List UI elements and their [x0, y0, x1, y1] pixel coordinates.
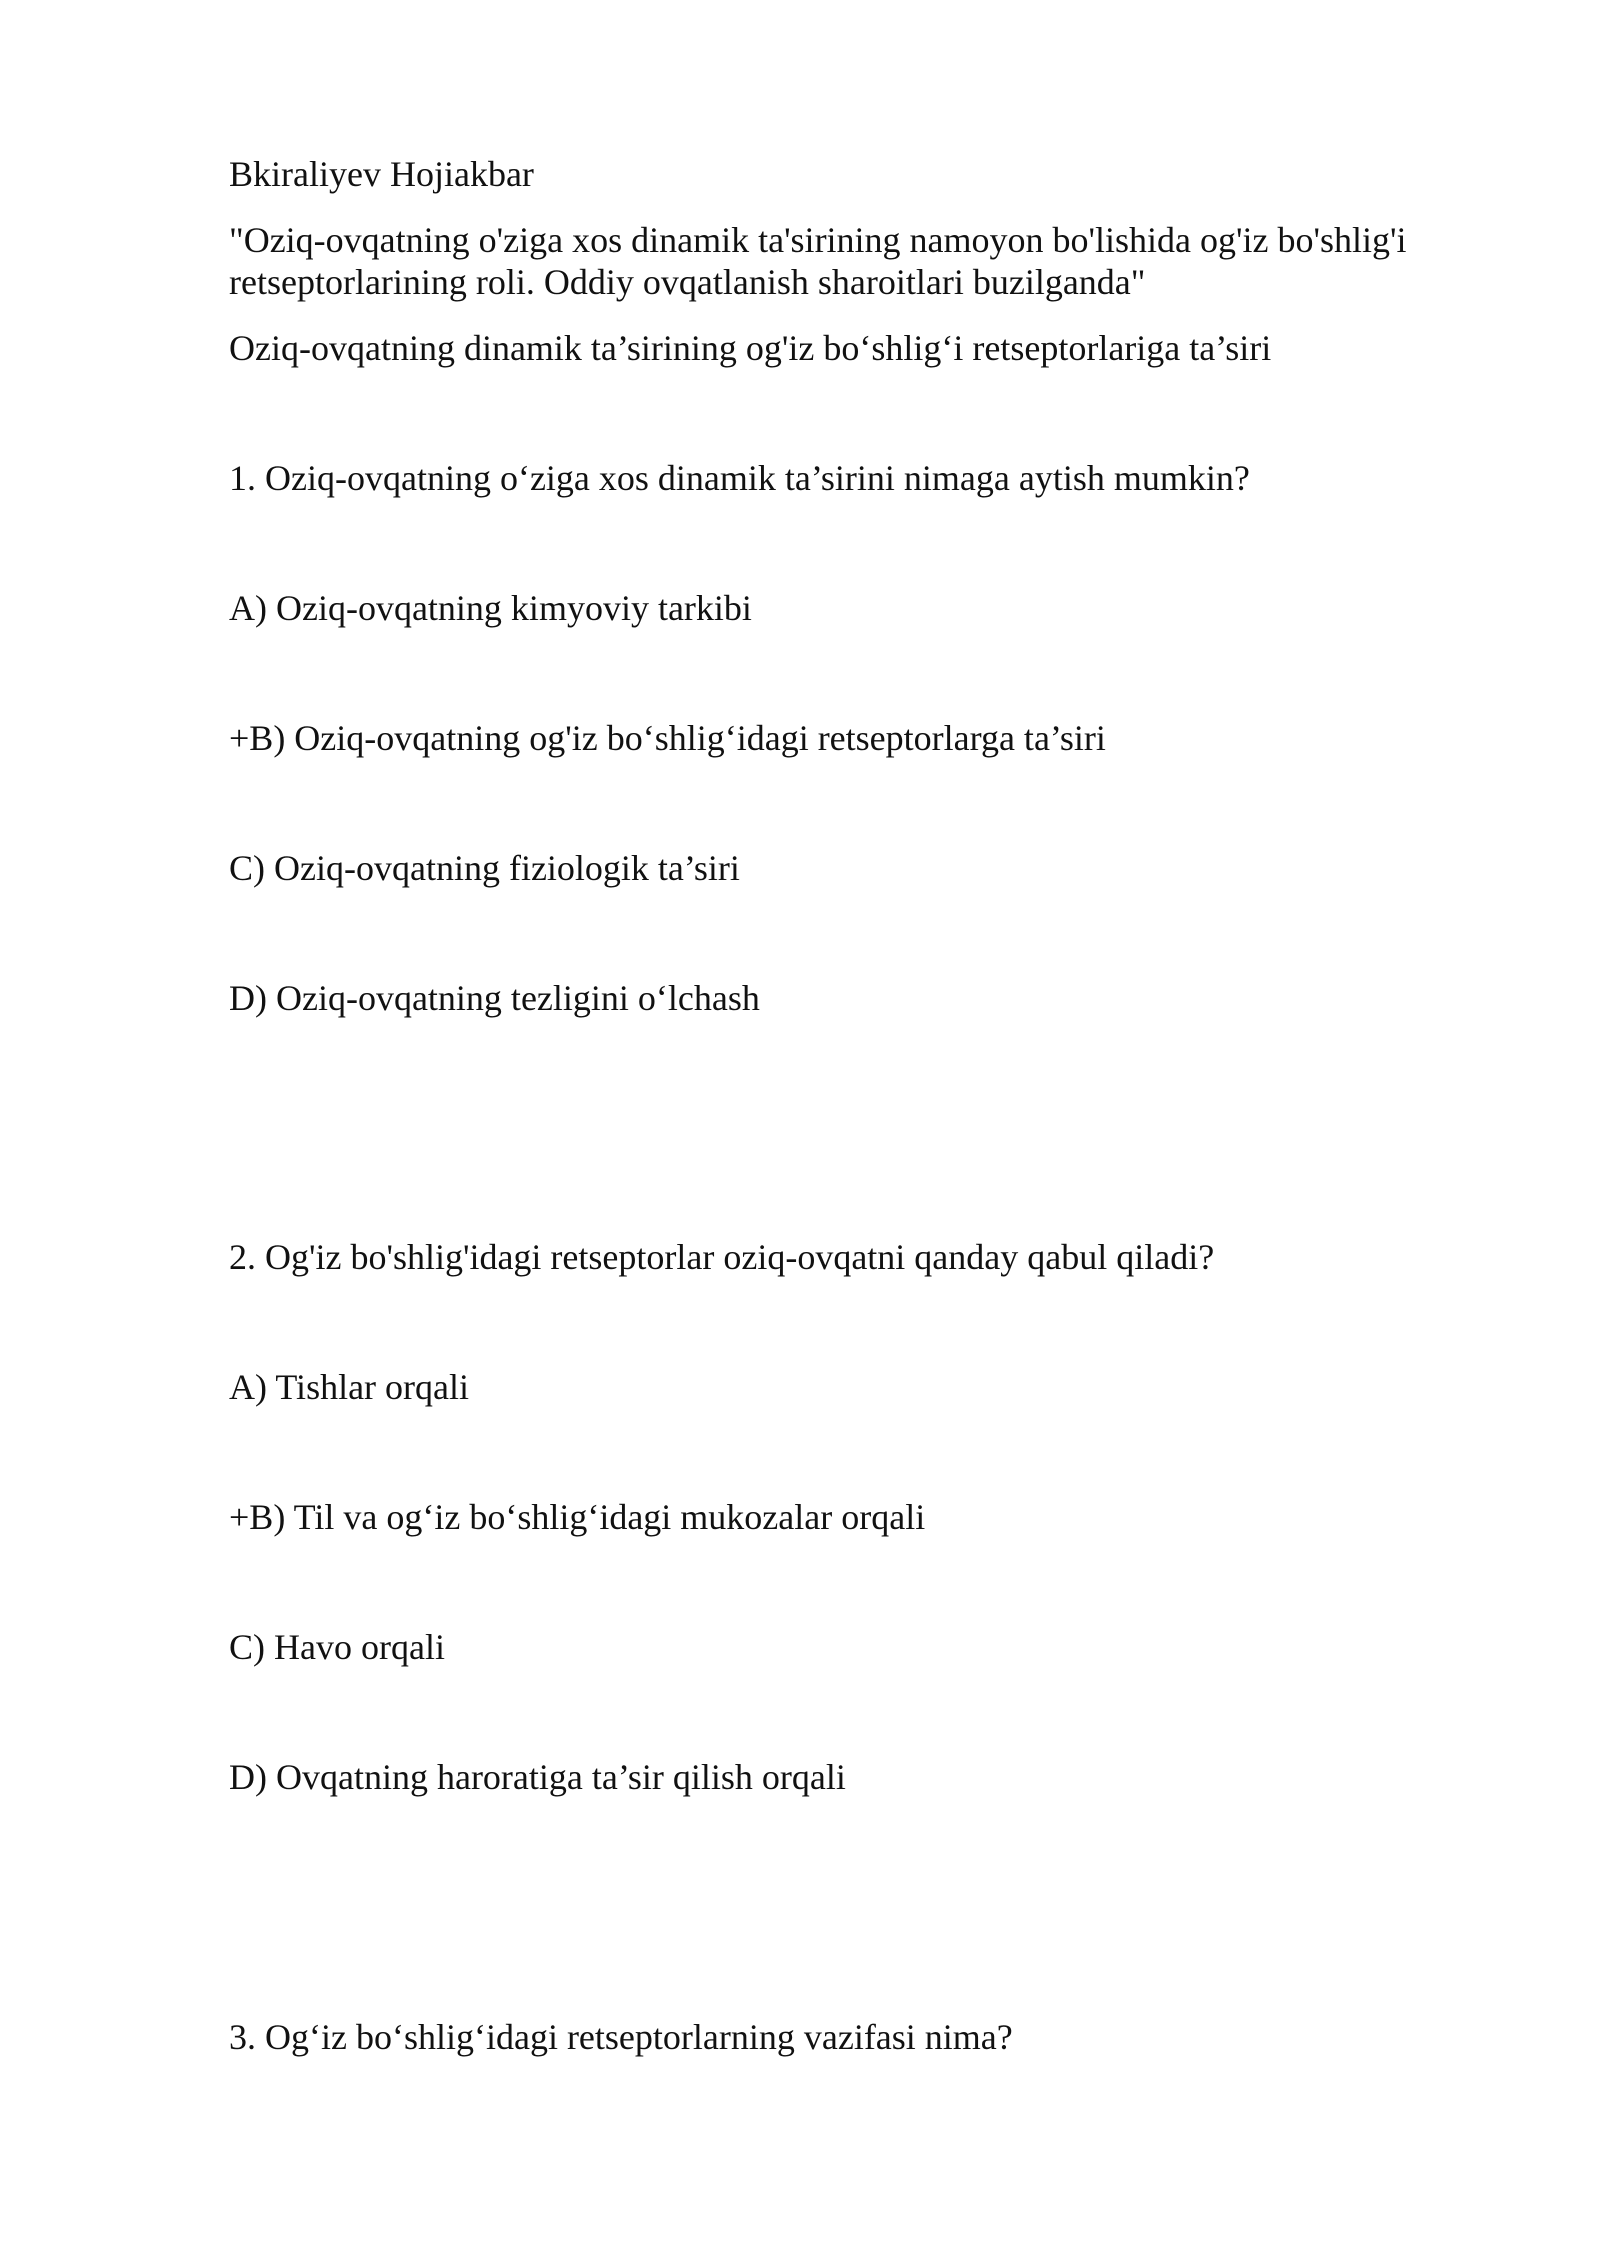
- question-1-option-d: D) Oziq-ovqatning tezligini o‘lchash: [229, 978, 760, 1018]
- document-title: "Oziq-ovqatning o'ziga xos dinamik ta'sirining namoyon bo'lishida og'iz bo'shlig'i retseptorlarining roli. Oddiy ovqatlanish sharoitlari buzilganda": [229, 220, 1407, 302]
- question-1-option-b: +B) Oziq-ovqatning og'iz bo‘shlig‘idagi retseptorlarga ta’siri: [229, 718, 1106, 758]
- question-1-text: 1. Oziq-ovqatning o‘ziga xos dinamik ta’sirini nimaga aytish mumkin?: [229, 458, 1250, 498]
- question-2-option-b: +B) Til va og‘iz bo‘shlig‘idagi mukozalar orqali: [229, 1497, 926, 1537]
- author-name: Bkiraliyev Hojiakbar: [229, 154, 534, 194]
- question-2-text: 2. Og'iz bo'shlig'idagi retseptorlar oziq-ovqatni qanday qabul qiladi?: [229, 1237, 1215, 1277]
- document-subtitle: Oziq-ovqatning dinamik ta’sirining og'iz bo‘shlig‘i retseptorlariga ta’siri: [229, 328, 1272, 368]
- question-3-text: 3. Og‘iz bo‘shlig‘idagi retseptorlarning vazifasi nima?: [229, 2017, 1013, 2057]
- question-1-option-c: C) Oziq-ovqatning fiziologik ta’siri: [229, 848, 740, 888]
- question-2-option-d: D) Ovqatning haroratiga ta’sir qilish orqali: [229, 1757, 846, 1797]
- question-2-option-a: A) Tishlar orqali: [229, 1367, 470, 1407]
- question-2-option-c: C) Havo orqali: [229, 1627, 445, 1667]
- question-1-option-a: A) Oziq-ovqatning kimyoviy tarkibi: [229, 588, 752, 628]
